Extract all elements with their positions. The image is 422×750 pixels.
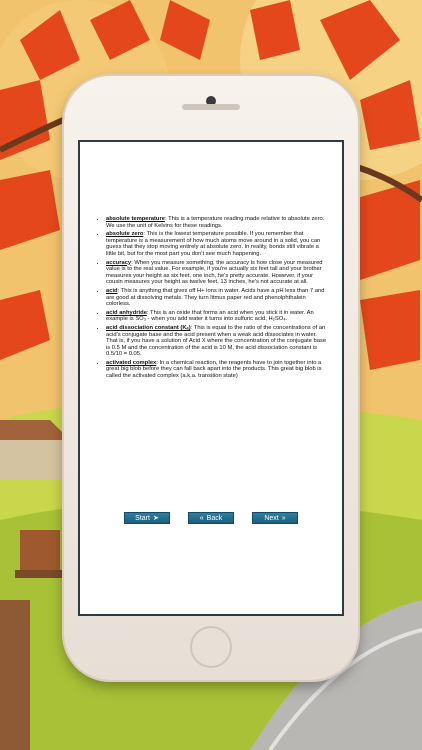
double-left-icon: « <box>199 514 204 522</box>
glossary-term: accuracy <box>106 259 132 266</box>
glossary-definition: : When you measure something, the accuracy is how close your measured value is to the real value. For example, if you're actually six feet tall and your brother measures your height as six feet, one inch, he's pretty accurate. However, if your cousin measures your height as twelve feet, 13 inches, he's not accurate at all. <box>106 259 323 286</box>
glossary-definition: : This is an oxide that forms an acid when you stick it in water. An example is SO₃ - when you add water it turns into sulfuric acid, H₂SO₄. <box>106 309 314 323</box>
next-button[interactable] <box>252 512 298 524</box>
list-item <box>106 260 328 286</box>
list-item <box>106 360 328 380</box>
arrow-right-icon: ➤ <box>152 515 159 522</box>
back-button[interactable] <box>188 512 234 524</box>
glossary-definition: : This is a temperature reading made relative to absolute zero. We use the unit of Kelvins for these readings. <box>106 216 325 229</box>
glossary-definition: : In a chemical reaction, the reagents have to join together into a great big blob before they can fall back apart into the products. This great big blob is called the activated complex (a.k.a. transition state) <box>106 359 322 380</box>
home-button[interactable] <box>190 626 232 668</box>
speaker-grille <box>182 104 240 110</box>
glossary-list <box>98 216 328 382</box>
double-right-icon: » <box>281 514 286 522</box>
glossary-term: acid anhydride <box>106 309 147 316</box>
list-item <box>106 310 328 323</box>
phone-frame <box>64 76 358 680</box>
glossary-term: acid dissociation constant (Kₐ) <box>106 324 191 331</box>
glossary-definition: : This is anything that gives off H+ ions in water. Acids have a pH less than 7 and are good at dissolving metals. They turn litmus paper red and phenolphthalein colorless. <box>106 287 325 308</box>
start-button[interactable] <box>124 512 170 524</box>
back-button-label: Back <box>206 514 223 522</box>
phone-screen <box>78 140 344 616</box>
list-item <box>106 325 328 358</box>
list-item <box>106 288 328 308</box>
list-item <box>106 231 328 257</box>
glossary-term: activated complex <box>106 359 157 366</box>
glossary-term: acid <box>106 287 118 294</box>
glossary-term: absolute zero <box>106 231 144 238</box>
list-item <box>106 216 328 229</box>
next-button-label: Next <box>264 514 279 522</box>
glossary-term: absolute temperature <box>106 216 165 222</box>
glossary-definition: : This is equal to the ratio of the concentrations of an acid's conjugate base and the acid present when a weak acid dissociates in water. That is, if you have a solution of Acid X where the concentration of the conjugate base is 0.5 M and the concentration of the acid is 10 M, the acid dissociation constant is 0.5/10 = 0.05. <box>106 324 327 358</box>
start-button-label: Start <box>135 514 150 522</box>
glossary-definition: : This is the lowest temperature possible. If you remember that temperature is a measurement of how much atoms move around in a solid, you can guess that they stop moving entirely at absolute zero. In reality, bonds still vibrate a little bit, but for the most part you don't see much happening. <box>106 231 321 257</box>
